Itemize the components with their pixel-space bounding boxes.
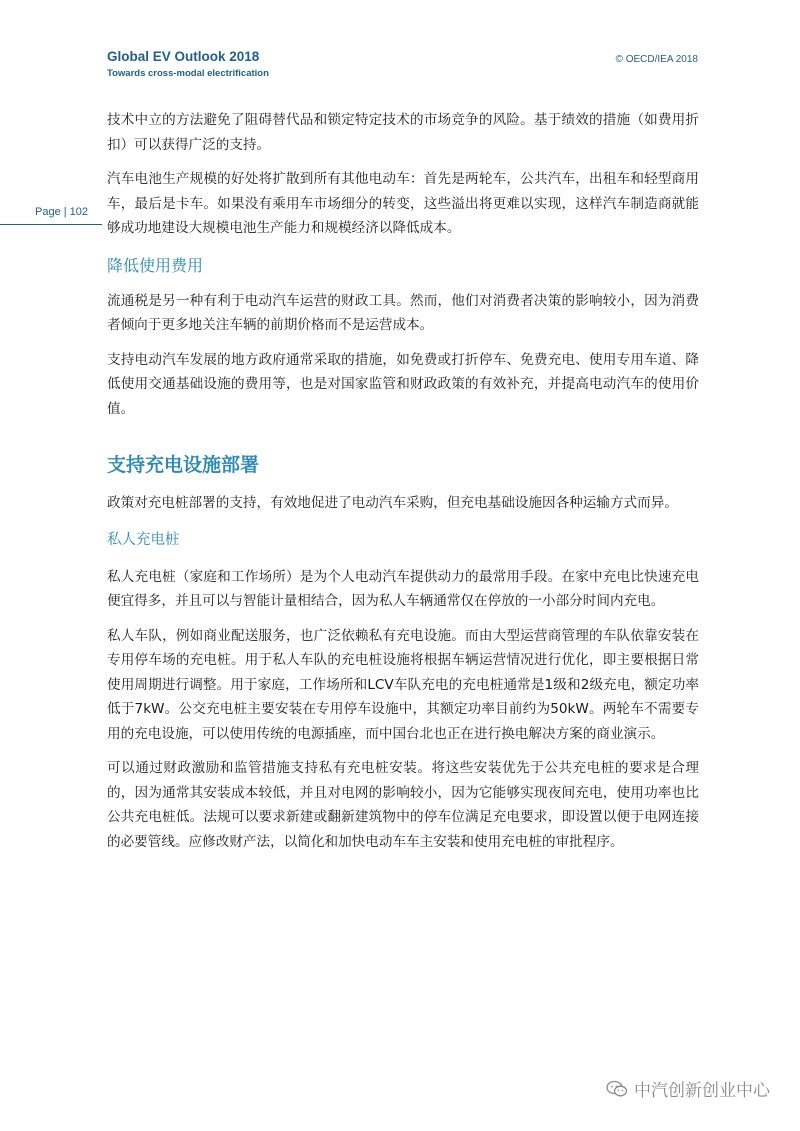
paragraph-local-measures: 支持电动汽车发展的地方政府通常采取的措施，如免费或打折停车、免费充电、使用专用车道、降低使用交通基础设施的费用等，也是对国家监管和财政政策的有效补充，并提高电动汽车的使用价值。	[107, 351, 699, 417]
watermark-text: 中汽创新创业中心	[634, 1081, 770, 1101]
paragraph-charging-policy: 政策对充电桩部署的支持，有效地促进了电动汽车采购，但充电基础设施因各种运输方式而异。	[107, 495, 678, 511]
heading-charging-deployment: 支持充电设施部署	[107, 454, 260, 476]
report-subtitle: Towards cross-modal electrification	[107, 68, 269, 79]
paragraph-battery-scale: 汽车电池生产规模的好处将扩散到所有其他电动车：首先是两轮车，公共汽车，出租车和轻型商用车，最后是卡车。如果没有乘用车市场细分的转变，这些溢出将更难以实现，这样汽车制造商就能够成功地建设大规模电池生产能力和规模经济以降低成本。	[107, 171, 699, 236]
paragraph-tech-neutral: 技术中立的方法避免了阻碍替代品和锁定特定技术的市场竞争的风险。基于绩效的措施（如费用折扣）可以获得广泛的支持。	[107, 112, 699, 153]
copyright-notice: © OECD/IEA 2018	[615, 54, 698, 65]
page-number: Page | 102	[35, 206, 89, 218]
heading-private-chargers: 私人充电桩	[107, 531, 180, 548]
watermark	[606, 1076, 770, 1101]
paragraph-private-chargers: 私人充电桩（家庭和工作场所）是为个人电动汽车提供动力的最常用手段。在家中充电比快速充电便宜得多，并且可以与智能计量相结合，因为私人车辆通常仅在停放的一小部分时间内充电。	[107, 568, 699, 609]
heading-reduce-costs: 降低使用费用	[107, 255, 204, 275]
paragraph-circulation-tax: 流通税是另一种有利于电动汽车运营的财政工具。然而，他们对消费者决策的影响较小，因为消费者倾向于更多地关注车辆的前期价格而不是运营成本。	[107, 292, 699, 333]
paragraph-incentives: 可以通过财政激励和监管措施支持私有充电桩安装。将这些安装优先于公共充电桩的要求是合理的，因为通常其安装成本较低，并且对电网的影响较小，因为它能够实现夜间充电，使用功率也比公共充电桩低。法规可以要求新建或翻新建筑物中的停车位满足充电要求，即设置以便于电网连接的必要管线。应修改财产法，以简化和加快电动车车主安装和使用充电桩的审批程序。	[107, 760, 699, 850]
wechat-icon	[606, 1080, 628, 1098]
report-title: Global EV Outlook 2018	[107, 49, 260, 64]
main-content	[107, 108, 699, 854]
page-number-rule	[0, 224, 102, 225]
paragraph-private-fleets: 私人车队，例如商业配送服务，也广泛依赖私有充电设施。而由大型运营商管理的车队依靠安装在专用停车场的充电桩。用于私人车队的充电桩设施将根据车辆运营情况进行优化，即主要根据日常使用周期进行调整。用于家庭，工作场所和LCV车队充电的充电桩通常是1级和2级充电，额定功率低于7kW。公交充电桩主要安装在专用停车设施中，其额定功率目前约为50kW。两轮车不需要专用的充电设施，可以使用传统的电源插座，而中国台北也正在进行换电解决方案的商业演示。	[107, 627, 699, 742]
